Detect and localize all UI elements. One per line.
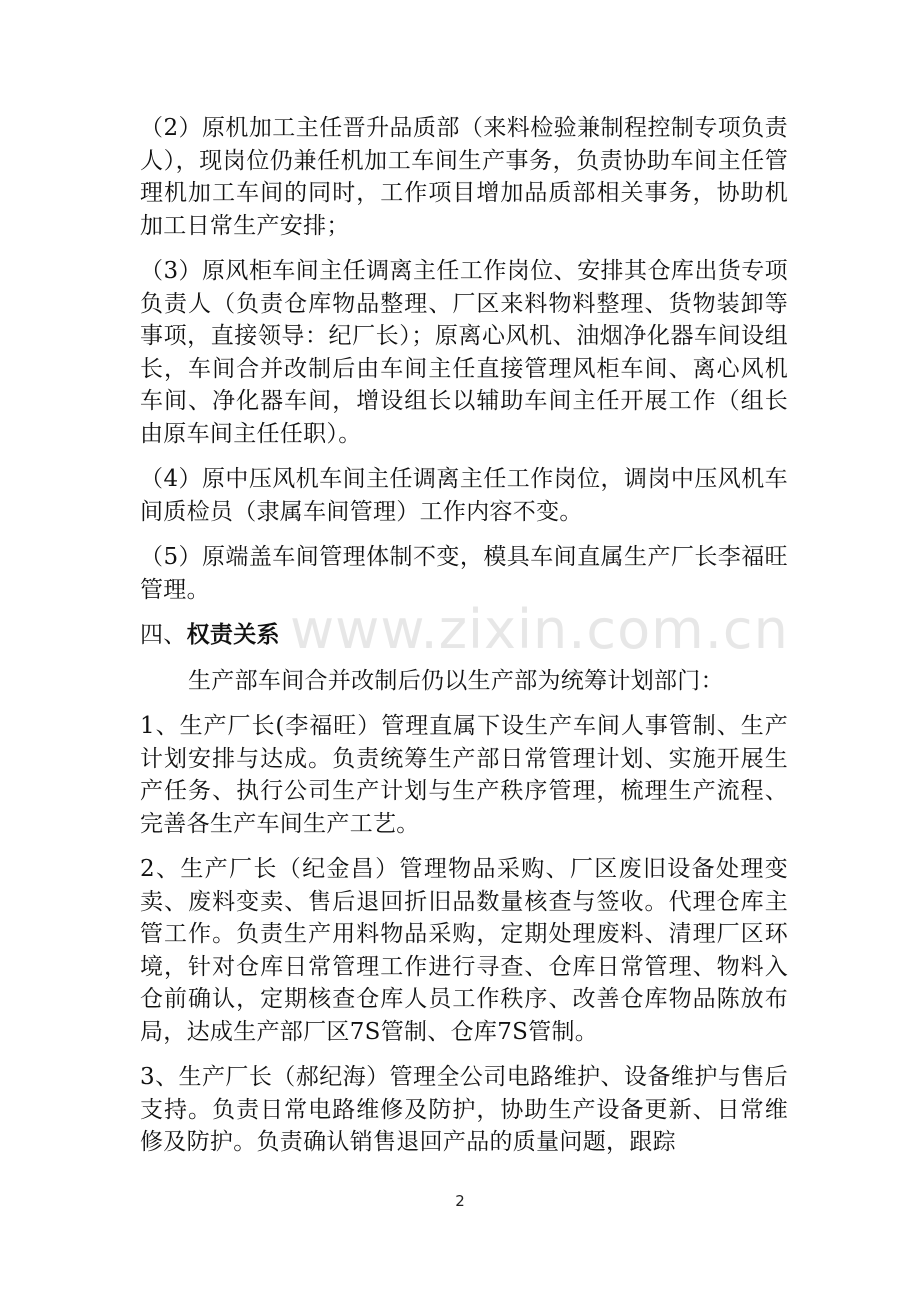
section-title: 权责关系 — [186, 621, 280, 648]
document-body — [140, 112, 788, 1172]
section-heading — [140, 619, 788, 652]
section-number: 四、 — [140, 622, 187, 648]
responsibility-item-2: 2、生产厂长（纪金昌）管理物品采购、厂区废旧设备处理变卖、废料变卖、售后退回折旧品数量核查与签收。代理仓库主管工作。负责生产用料物品采购，定期处理废料、清理厂区环境，针对仓库日常管理工作进行寻查、仓库日常管理、物料入仓前确认，定期核查仓库人员工作秩序、改善仓库物品陈放布局，达成生产部厂区7S管制、仓库7S管制。 — [140, 856, 788, 1045]
site-watermark: www.zixin.com.cn — [290, 598, 789, 661]
paragraph-item-4: （4）原中压风机车间主任调离主任工作岗位，调岗中压风机车间质检员（隶属车间管理）工作内容不变。 — [140, 466, 788, 525]
page-number: 2 — [455, 1192, 465, 1210]
paragraph-item-5: （5）原端盖车间管理体制不变，模具车间直属生产厂长李福旺管理。 — [140, 544, 788, 603]
section-intro: 生产部车间合并改制后仍以生产部为统筹计划部门： — [188, 667, 724, 694]
responsibility-item-1: 1、生产厂长(李福旺）管理直属下设生产车间人事管制、生产计划安排与达成。负责统筹生产部日常管理计划、实施开展生产任务、执行公司生产计划与生产秩序管理，梳理生产流程、完善各生产车间生产工艺。 — [140, 713, 788, 837]
responsibility-item-3: 3、生产厂长（郝纪海）管理全公司电路维护、设备维护与售后支持。负责日常电路维修及防护，协助生产设备更新、日常维修及防护。负责确认销售退回产品的质量问题，跟踪 — [140, 1064, 788, 1155]
paragraph-item-3: （3）原风柜车间主任调离主任工作岗位、安排其仓库出货专项负责人（负责仓库物品整理、厂区来料物料整理、货物装卸等事项，直接领导：纪厂长）；原离心风机、油烟净化器车间设组长，车间合并改制后由车间主任直接管理风柜车间、离心风机车间、净化器车间，增设组长以辅助车间主任开展工作（组长由原车间主任任职）。 — [140, 258, 788, 447]
paragraph-item-2: （2）原机加工主任晋升品质部（来料检验兼制程控制专项负责人），现岗位仍兼任机加工车间生产事务，负责协助车间主任管理机加工车间的同时，工作项目增加品质部相关事务，协助机加工日常生产安排； — [140, 115, 788, 239]
